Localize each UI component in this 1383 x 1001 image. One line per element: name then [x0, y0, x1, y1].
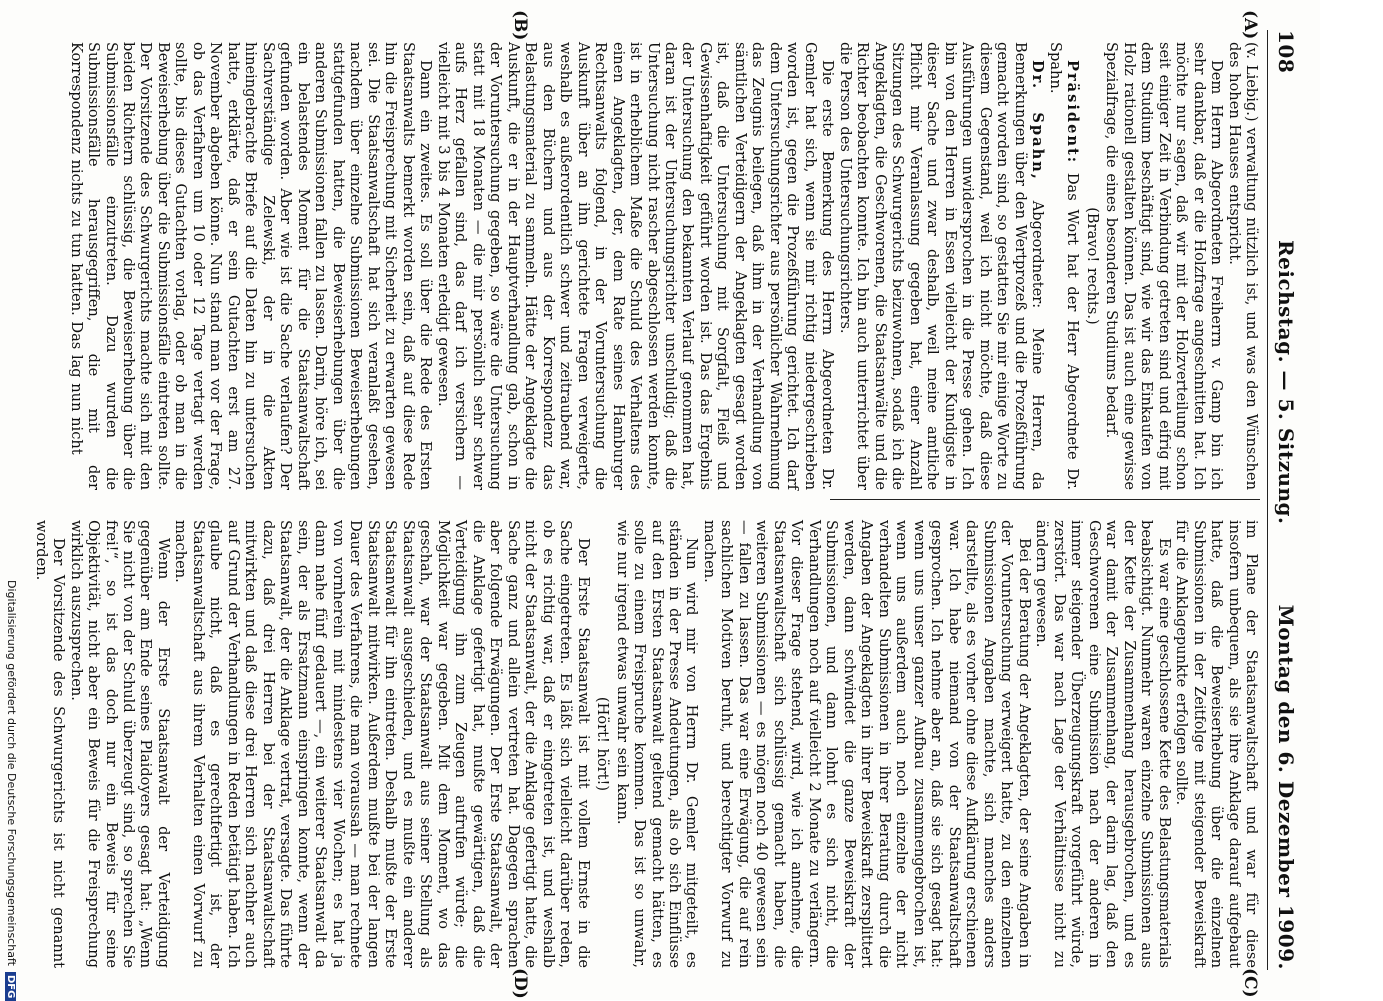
- paragraph: [1046, 42, 1081, 490]
- paragraph: Es war eine geschlossene Kette des Belastungsmaterials beabsichtigt. Nunmehr waren einzelne Submissionen aus der Kette der Zusammenhang herausgebrochen, und es war damit der Zusammenhang, der darin lag, daß den Geschworenen eine Submission nach der anderen in immer steigender Überzeugungskraft vorgeführt würde, zerstört. Das war nach Lage der Verhältnisse nicht zu ändern gewesen.: [1033, 520, 1173, 968]
- credit-text: Digitalisierung gefördert durch die Deutsche Forschungsgemeinschaft: [5, 580, 18, 966]
- paragraph: im Plane der Staatsanwaltschaft und war für diese insofern unbequem, als sie ihre Anklage darauf aufgebaut hatte, daß die Beweiserhebung über die einzelnen Submissionen in der Zeitfolge mit steigender Beweiskraft für die Anklagepunkte erfolgen sollte.: [1173, 520, 1260, 968]
- right-column: [32, 520, 1260, 968]
- left-column: [67, 42, 1260, 490]
- paragraph: Der Vorsitzende des Schwurgerichts ist nicht genannt worden.: [32, 520, 68, 968]
- header-rule: [1267, 30, 1268, 970]
- speech-text: Abgeordneter: Meine Herren, da Bemerkungen über den Wertprozeß und die Prozeßführung gemacht worden sind, so gestatten Sie mir einige Worte zu diesem Gegenstand, weil ich nicht möchte, daß diese Ausführungen unwidersprochen in die Presse gehen. Ich bin von den Herren in Essen vielleicht der Kundigste in dieser Sache und zwar deshalb, weil meine amtliche Pflicht mir Veranlassung gegeben hat, einer Anzahl Sitzungen des Schwurgerichts beizuwohnen, sodaß ich die Angeklagten, die Geschworenen, die Staatsanwälte und die Richter beobachten konnte. Ich bin auch unterrichtet über die Person des Untersuchungsrichters.: [836, 42, 1047, 491]
- speaker-label: Dr. Spahn,: [1029, 60, 1047, 181]
- margin-marker-a: (A): [1240, 10, 1260, 40]
- president-text: Das Wort hat der Herr Abgeordnete Dr. Spahn.: [1046, 42, 1082, 490]
- session-title: Reichstag. — 5. Sitzung.: [1274, 240, 1298, 525]
- president-label: Präsident:: [1064, 60, 1082, 165]
- session-date: Montag den 6. Dezember 1909.: [1274, 604, 1298, 970]
- paragraph: (v. Liebig.) verwaltung nützlich ist, und was den Wünschen des hohen Hauses entspricht.: [1225, 42, 1260, 490]
- digitization-credit: [5, 580, 18, 1001]
- paragraph: Nun wird mir von Herrn Dr. Gemler mitgeteilt, es ständen in der Presse Andeutungen, als ob sich Einflüsse auf den Ersten Staatsanwalt geltend gemacht hätten, es solle zu einem Freispruche kommen. Das ist so unwahr, wie nur irgend etwas unwahr sein kann.: [613, 520, 701, 968]
- paragraph: Die erste Bemerkung des Herrn Abgeordneten Dr. Gemler hat sich, wenn sie mir richtig niedergeschrieben worden ist, gegen die Prozeßführung gerichtet. Ich darf dem Untersuchungsrichter aus persönlicher Wahrnehmung das Zeugnis beilegen, daß ihm in der Verhandlung von sämtlichen Verteidigern der Angeklagten gesagt worden ist, daß die Untersuchung mit Sorgfalt, Fleiß und Gewissenhaftigkeit geführt worden ist. Das das Ergebnis der Untersuchung den bekannten Verlauf genommen hat, daran ist der Untersuchungsrichter unschuldig; daß die Untersuchung nicht rascher abgeschlossen werden konnte, ist in erheblichem Maße die Schuld des Verhaltens des einen Angeklagten, der, dem Rate seines Hamburger Rechtsanwalts folgend, in der Voruntersuchung die Auskunft über an ihn gerichtete Fragen verweigerte, weshalb es außerordentlich schwer und zeitraubend war, aus den Büchern und aus der Korrespondenz das Belastungsmaterial zu sammeln. Hätte der Angeklagte die Auskunft, die er in der Hauptverhandlung gab, schon in der Voruntersuchung gegeben, so wäre die Untersuchung statt mit 18 Monaten — die mir persönlich sehr schwer aufs Herz gefallen sind, das darf ich versichern — vielleicht mit 3 bis 4 Monaten erledigt gewesen.: [434, 42, 837, 490]
- paragraph: Der Erste Staatsanwalt ist mit vollem Ernste in die Sache eingetreten. Es läßt sich vielleicht darüber reden, ob es richtig war, daß er eingetreten ist, und weshalb nicht der Staatsanwalt, der die Anklage gefertigt hatte, die Sache ganz und allein vertreten hat. Dagegen sprachen aber folgende Erwägungen. Der Erste Staatsanwalt, der die Anklage gefertigt hat, mußte gewärtigen, daß die Verteidigung ihn zum Zeugen aufrufen würde; die Möglichkeit war gegeben. Mit dem Moment, wo das geschah, war der Staatsanwalt aus seiner Stellung als Staatsanwalt ausgeschieden, und es mußte ein anderer Staatsanwalt für ihn eintreten. Deshalb mußte der Erste Staatsanwalt mitwirken. Außerdem mußte bei der langen Dauer des Verfahrens, die man voraussah — man rechnete von vornherein mit mindestens vier Wochen; es hat ja dann nahe fünf gedauert —, ein weiterer Staatsanwalt da sein, der als Ersatzmann einspringen konnte, wenn der Staatsanwalt, der die Anklage vertrat, versagte. Das führte dazu, daß drei Herren bei der Staatsanwaltschaft mitwirkten und daß diese drei Herren sich nachher auch auf Grund der Verhandlungen in Reden betätigt haben. Ich glaube nicht, daß es gerechtfertigt ist, der Staatsanwaltschaft aus ihrem Verhalten einen Vorwurf zu machen.: [172, 520, 592, 968]
- paragraph: Dem Herrn Abgeordneten Freiherrn v. Gamp bin ich sehr dankbar, daß er die Holzfrage angeschnitten hat. Ich möchte nur sagen, daß wir mit der Holzverteilung schon seit einiger Zeit in Verbindung getreten sind und eifrig mit dem Studium beschäftigt sind, wie wir das Einkaufen von Holz rationell gestalten können. Das ist auch eine gewisse Spezialfrage, die eines besonderen Studiums bedarf.: [1103, 42, 1226, 490]
- dfg-logo: DFG: [5, 972, 16, 1001]
- paragraph: Bei der Beratung der Angeklagten, der seine Angaben in der Voruntersuchung verweigert hatte, zu den einzelnen Submissionen Angaben machte, sich manches anders darstellte, als es vorher ohne diese Aufklärung erschienen war. Ich habe niemand von der Staatsanwaltschaft gesprochen. Ich nehme aber an, daß sie sich gesagt hat: wenn uns unser ganzer Aufbau zusammengebrochen ist, wenn uns außerdem auch noch einzelne der nicht verhandelten Submissionen in ihrer Beratung durch die Angaben der Angeklagten in ihrer Beweiskraft zersplittert werden, dann schwindet die ganze Beweiskraft der Submissionen, und dann lohnt es sich nicht, die Verhandlungen noch auf vielleicht 2 Monate zu verlängern. Vor dieser Frage stehend, wird, wie ich annehme, die Staatsanwaltschaft sich schlüssig gemacht haben, die weiteren Submissionen — es mögen noch 40 gewesen sein — fallen zu lassen. Das war eine Erwägung, die auf rein sachlichen Motiven beruht, und berechtigter Vorwurf zu machen.: [700, 520, 1033, 968]
- margin-marker-d: (D): [510, 968, 530, 999]
- margin-marker-b: (B): [510, 10, 530, 41]
- applause-note: (Bravo! rechts.): [1083, 207, 1101, 325]
- page-header: [1266, 30, 1306, 970]
- paragraph: [836, 42, 1046, 490]
- margin-marker-c: (C): [1240, 968, 1260, 998]
- paragraph: Dann ein zweites. Es soll über die Rede des Ersten Staatsanwalts bemerkt worden sein, daß auf diese Rede hin die Freisprechung mit Sicherheit zu erwarten gewesen sei. Die Staatsanwaltschaft hat sich veranlaßt gesehen, nachdem über einzelne Submissionen Beweiserhebungen stattgefunden hatten, die Beweiserhebungen über die anderen Submissionen fallen zu lassen. Darin, höre ich, sei ein belastendes Moment für die Staatsanwaltschaft gefunden worden. Aber wie ist die Sache verlaufen? Der Sachverständige Zelewski, der in die Akten hineingebrachte Briefe auf die Daten hin zu untersuchen hatte, erklärte, daß er sein Gutachten erst am 27. November abgeben könne. Nun stand man vor der Frage, ob das Verfahren um 10 oder 12 Tage vertagt werden sollte, bis dieses Gutachten vorlag, oder ob man in die Beweiserhebung über die Submissionsfälle eintreten sollte. Der Vorsitzende des Schwurgerichts machte sich mit den beiden Richtern schlüssig, die Beweiserhebung über die Submissionsfälle einzutreten. Dazu wurden die Submissionsfälle herausgegriffen, die mit der Korrespondenz nichts zu tun hatten. Das lag nun nicht: [67, 42, 435, 490]
- page-number: 108: [1274, 30, 1298, 74]
- paragraph: Wenn der Erste Staatsanwalt der Verteidigung gegenüber am Ende seines Plaidoyers gesagt hat: „Wenn Sie nicht von der Schuld überzeugt sind, so sprechen Sie frei!“, so ist das doch nur ein Beweis für seine Objektivität, nicht aber ein Beweis für die Freisprechung wirklich auszusprechen.: [67, 520, 172, 968]
- column-divider: [830, 499, 1260, 500]
- applause-note: (Hört! hört!): [594, 696, 612, 792]
